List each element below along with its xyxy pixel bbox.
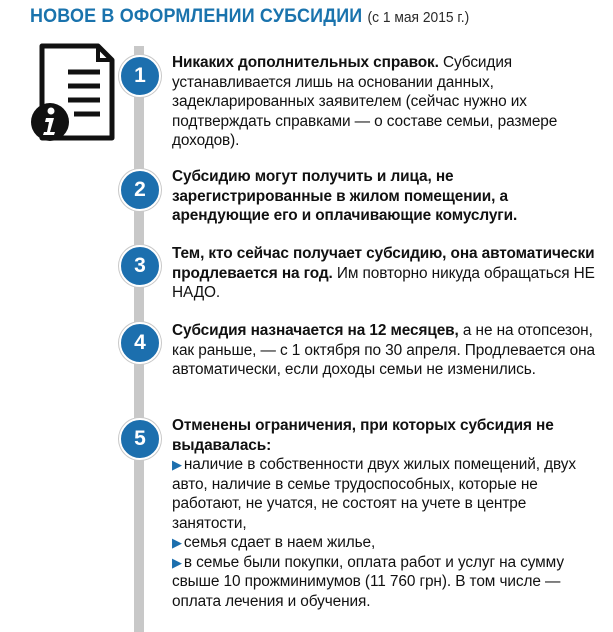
item-2 xyxy=(172,167,602,226)
step-5-badge: 5 xyxy=(119,418,161,460)
page-title xyxy=(30,5,469,28)
item-5-bullet-3: в семье были покупки, оплата работ и услуг на сумму свыше 10 прожминимумов (11 760 грн). В том числе — оплата лечения и обучения. xyxy=(172,553,564,610)
item-1-text: Субсидия устанавливается лишь на основании данных, задекларированных заявителем (сейчас нужно их подтверждать справками — о составе семьи, размере доходов). xyxy=(172,54,558,149)
item-1 xyxy=(172,53,602,151)
item-5 xyxy=(172,416,602,611)
item-4 xyxy=(172,321,602,380)
item-3-text: Им повторно никуда обращаться НЕ НАДО. xyxy=(172,264,595,301)
step-2-badge: 2 xyxy=(119,169,161,211)
triangle-bullet-icon: ▶ xyxy=(172,457,182,472)
item-5-heading: Отменены ограничения, при которых субсидия не выдавалась: xyxy=(172,417,554,454)
item-3-heading: Тем, кто сейчас получает субсидию, она автоматически продлевается на год. xyxy=(172,245,595,282)
triangle-bullet-icon: ▶ xyxy=(172,554,182,570)
item-4-text: а не на отопсезон, как раньше, — с 1 октября по 30 апреля. Продлевается она автоматически, если доходы семьи не изменились. xyxy=(172,322,595,378)
item-2-heading: Субсидию могут получить и лица, не зарегистрированные в жилом помещении, а арендующие его и оплачивающие комуслуги. xyxy=(172,168,518,224)
item-5-bullet-2: семья сдает в наем жилье, xyxy=(183,534,376,551)
step-1-badge: 1 xyxy=(119,55,161,97)
item-1-heading: Никаких дополнительных справок. xyxy=(172,54,439,71)
document-info-icon xyxy=(28,42,124,142)
title-main: НОВОЕ В ОФОРМЛЕНИИ СУБСИДИИ xyxy=(30,5,363,27)
item-4-heading: Субсидия назначается на 12 месяцев, xyxy=(172,322,459,339)
step-4-badge: 4 xyxy=(119,322,161,364)
step-3-badge: 3 xyxy=(119,245,161,287)
item-3 xyxy=(172,244,602,303)
item-5-bullet-1: наличие в собственности двух жилых помещений, двух авто, наличие в семье трудоспособных, которые не работают, не учатся, не состоят на учете в центре занятости, xyxy=(172,456,576,532)
title-date-note: (с 1 мая 2015 г.) xyxy=(367,9,470,26)
triangle-bullet-icon: ▶ xyxy=(172,535,182,550)
